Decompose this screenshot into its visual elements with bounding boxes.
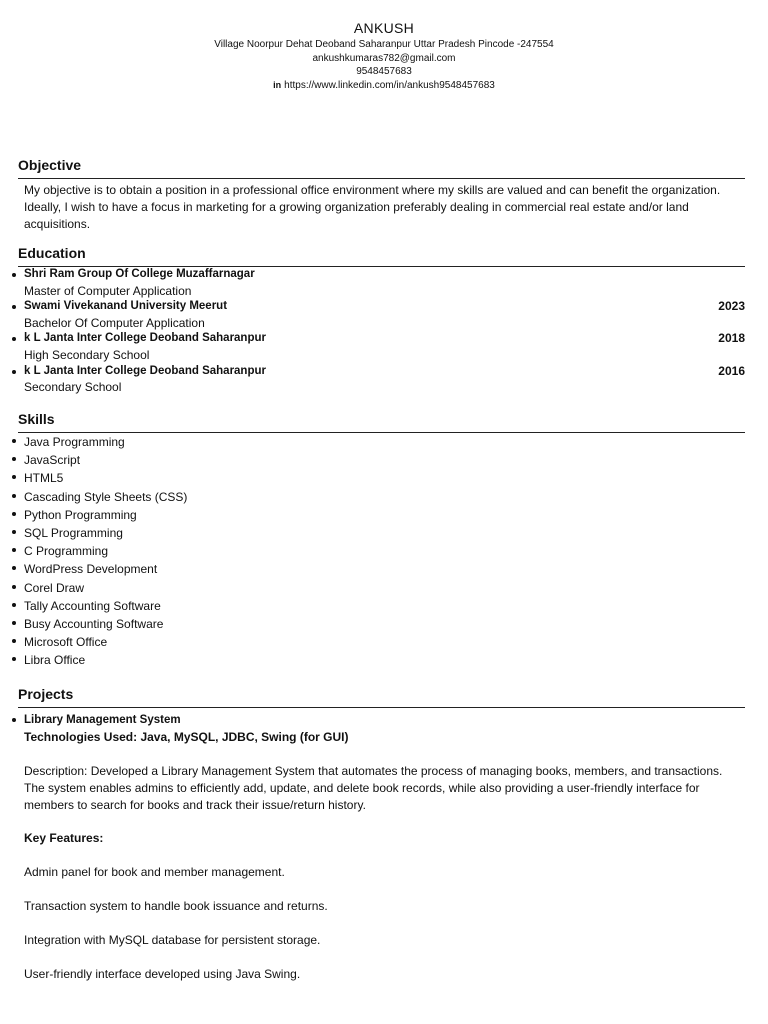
- education-degree: High Secondary School: [24, 347, 150, 362]
- skill-item: Busy Accounting Software: [24, 615, 745, 633]
- skill-item: WordPress Development: [24, 560, 745, 578]
- linkedin-line: [0, 79, 768, 93]
- section-title-objective: Objective: [18, 156, 745, 179]
- education-list: [24, 267, 745, 396]
- skill-item: Java Programming: [24, 433, 745, 451]
- project-technologies: Technologies Used: Java, MySQL, JDBC, Swing (for GUI): [24, 730, 349, 744]
- project-feature: Integration with MySQL database for persistent storage.: [24, 932, 321, 947]
- skill-item: Libra Office: [24, 651, 745, 669]
- skill-item: HTML5: [24, 469, 745, 487]
- section-title-education: Education: [18, 244, 745, 267]
- project-description: Description: Developed a Library Management System that automates the process of managing books, members, and transactions. The system enables admins to efficiently add, update, and delete book records, while also providing a user-friendly interface for members to search for books and track their issue/return history.: [24, 764, 723, 812]
- project-feature: User-friendly interface developed using Java Swing.: [24, 966, 301, 981]
- education-year: 2016: [718, 363, 745, 378]
- resume-header: [0, 20, 768, 92]
- education-year: 2023: [718, 299, 745, 314]
- education-degree: Bachelor Of Computer Application: [24, 315, 205, 330]
- skill-item: C Programming: [24, 542, 745, 560]
- skill-item: Cascading Style Sheets (CSS): [24, 488, 745, 506]
- education-institution: Swami Vivekanand University Meerut: [24, 300, 228, 313]
- linkedin-icon: in: [273, 79, 282, 90]
- education-institution: k L Janta Inter College Deoband Saharanpur: [24, 332, 266, 345]
- projects-list: [24, 712, 745, 982]
- education-institution: k L Janta Inter College Deoband Saharanpur: [24, 364, 266, 377]
- objective-section: [18, 156, 745, 232]
- education-item: [24, 331, 745, 363]
- education-degree: Master of Computer Application: [24, 283, 192, 298]
- education-section: [18, 244, 745, 396]
- education-item: [24, 267, 745, 299]
- education-degree: Secondary School: [24, 380, 122, 395]
- education-institution: Shri Ram Group Of College Muzaffarnagar: [24, 268, 255, 280]
- linkedin-url[interactable]: https://www.linkedin.com/in/ankush9548457683: [284, 79, 495, 91]
- project-feature: Transaction system to handle book issuance and returns.: [24, 898, 328, 913]
- skill-item: JavaScript: [24, 451, 745, 469]
- skills-list: [24, 433, 745, 670]
- skills-section: [18, 410, 745, 670]
- section-title-skills: Skills: [18, 410, 745, 433]
- project-features-label: Key Features:: [24, 831, 104, 846]
- candidate-name: ANKUSH: [353, 20, 415, 36]
- education-item: [24, 364, 745, 396]
- project-feature: Admin panel for book and member management.: [24, 865, 285, 880]
- email: ankushkumaras782@gmail.com: [312, 52, 456, 64]
- skill-item: Python Programming: [24, 506, 745, 524]
- skill-item: Tally Accounting Software: [24, 597, 745, 615]
- education-year: 2018: [718, 331, 745, 346]
- address: Village Noorpur Dehat Deoband Saharanpur Uttar Pradesh Pincode -247554: [214, 39, 554, 50]
- skill-item: Microsoft Office: [24, 633, 745, 651]
- skill-item: SQL Programming: [24, 524, 745, 542]
- skill-item: Corel Draw: [24, 579, 745, 597]
- projects-section: [18, 685, 745, 982]
- education-item: [24, 299, 745, 331]
- project-name: Library Management System: [24, 714, 181, 726]
- objective-text: My objective is to obtain a position in a professional office environment where my skills are valued and can benefit the organization. Ideally, I wish to have a focus in marketing for a growing organization preferably dealing in commercial real estate and/or land acquisitions.: [24, 183, 721, 231]
- section-title-projects: Projects: [18, 685, 745, 708]
- project-item: [24, 712, 745, 982]
- phone: 9548457683: [356, 66, 412, 77]
